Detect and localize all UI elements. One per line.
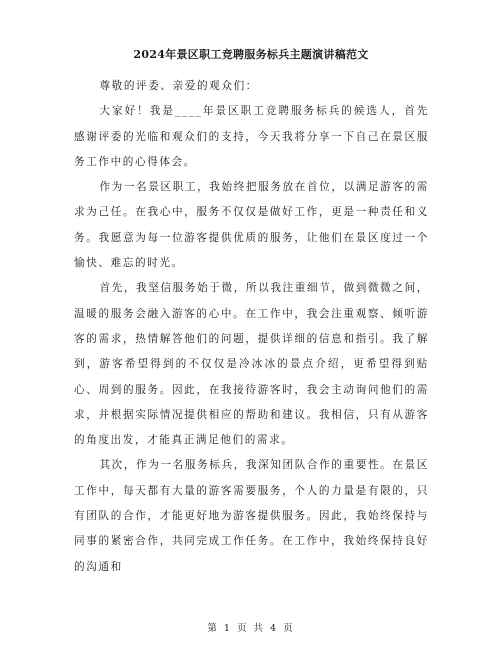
paragraph-service-philosophy: 作为一名景区职工，我始终把服务放在首位，以满足游客的需求为己任。在我心中，服务不仅仅是做好工作，更是一种责任和义务。我愿意为每一位游客提供优质的服务，让他们在景区度过一个愉快、难忘的时光。 <box>74 181 429 270</box>
paragraph-attention-to-detail: 首先，我坚信服务始于微，所以我注重细节，做到微微之间，温暖的服务会融入游客的心中。在工作中，我会注重观察、倾听游客的需求，热情解答他们的问题，提供详细的信息和指引。我了解到，游客希望得到的不仅仅是冷冰冰的景点介绍，更希望得到贴心、周到的服务。因此，在我接待游客时，我会主动询问他们的需求，并根据实际情况提供相应的帮助和建议。我相信，只有从游客的角度出发，才能真正满足他们的需求。 <box>74 282 429 447</box>
paragraph-introduction: 大家好！我是____年景区职工竞聘服务标兵的候选人，首先感谢评委的光临和观众们的支持，今天我将分享一下自己在景区服务工作中的心得体会。 <box>74 105 429 168</box>
document-title: 2024年景区职工竞聘服务标兵主题演讲稿范文 <box>133 48 369 61</box>
page-number-footer: 第 1 页 共 4 页 <box>207 623 295 634</box>
paragraph-salutation: 尊敬的评委、亲爱的观众们： <box>99 80 258 92</box>
document-body <box>74 74 429 580</box>
paragraph-teamwork: 其次，作为一名服务标兵，我深知团队合作的重要性。在景区工作中，每天都有大量的游客需要服务，个人的力量是有限的，只有团队的合作，才能更好地为游客提供服务。因此，我始终保持与同事的紧密合作，共同完成工作任务。在工作中，我始终保持良好的沟通和 <box>74 459 429 573</box>
